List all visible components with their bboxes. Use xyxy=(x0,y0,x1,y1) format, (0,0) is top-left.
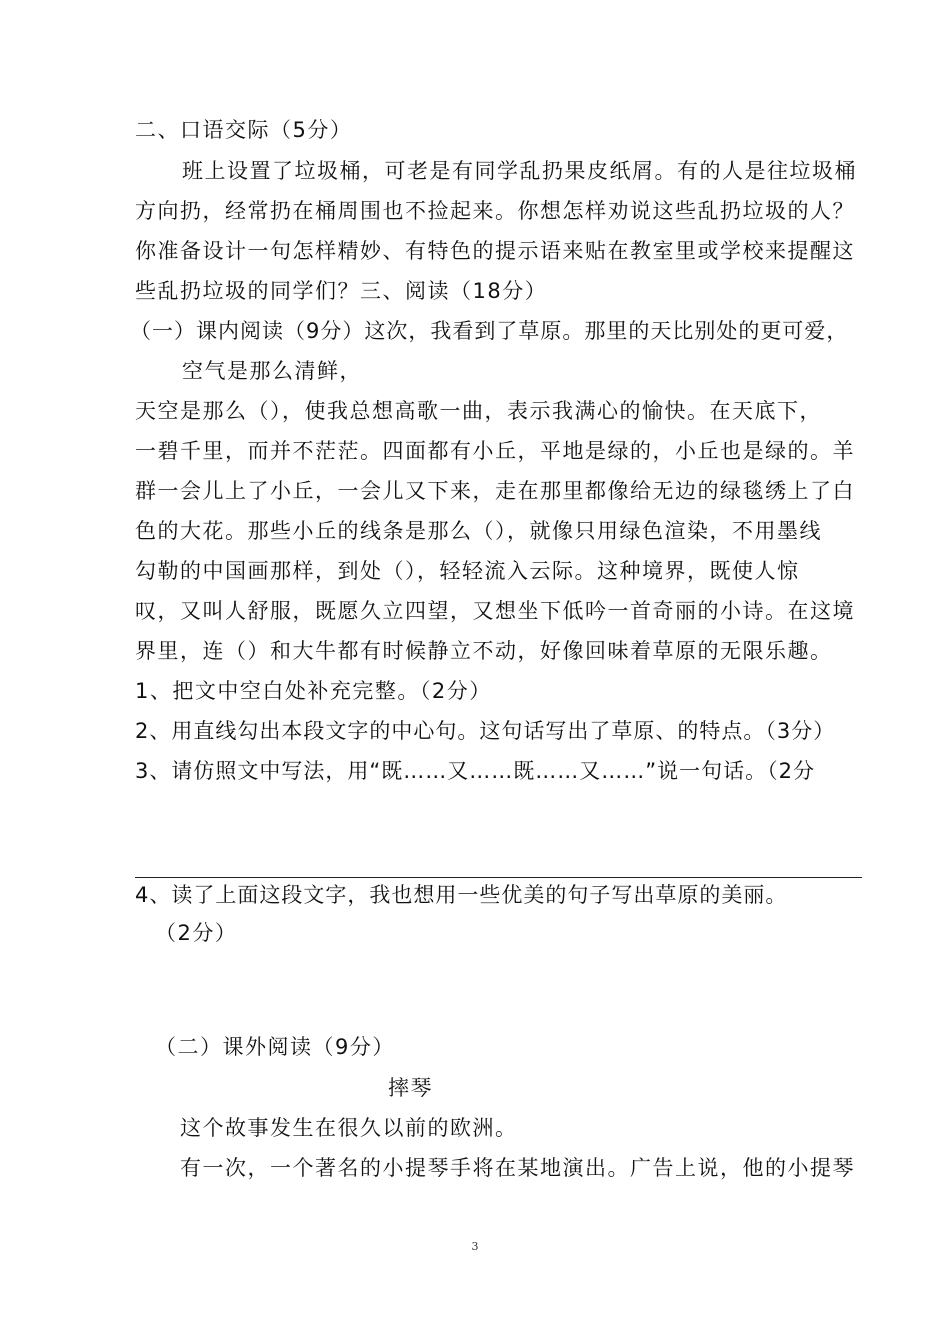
passage-line: 色的大花。那些小丘的线条是那么（），就像只用绿色渲染，不用墨线 xyxy=(135,519,822,543)
question-3: 3、请仿照文中写法，用“既……又……既……又……”说一句话。（2分 xyxy=(135,759,815,783)
story-title: 摔琴 xyxy=(388,1076,433,1100)
paragraph-line: 你准备设计一句怎样精妙、有特色的提示语来贴在教室里或学校来提醒这 xyxy=(135,239,855,263)
passage-line: 勾勒的中国画那样，到处（），轻轻流入云际。这种境界，既使人惊 xyxy=(135,559,800,583)
page-number: 3 xyxy=(471,1240,479,1253)
reading-2-heading: （二）课外阅读（9分） xyxy=(155,1035,395,1059)
section-2-heading: 二、口语交际（5分） xyxy=(135,118,353,142)
passage-line: 天空是那么（），使我总想高歌一曲，表示我满心的愉快。在天底下， xyxy=(135,399,822,423)
story-line: 有一次，一个著名的小提琴手将在某地演出。广告上说，他的小提琴 xyxy=(180,1156,855,1180)
paragraph-line: 班上设置了垃圾桶，可老是有同学乱扔果皮纸屑。有的人是往垃圾桶 xyxy=(182,159,857,183)
passage-line: 界里，连（）和大牛都有时候静立不动，好像回味着草原的无限乐趣。 xyxy=(135,639,833,663)
paragraph-line: 些乱扔垃圾的同学们？三、阅读（18分） xyxy=(135,279,548,303)
question-1: 1、把文中空白处补充完整。（2分） xyxy=(135,679,492,703)
passage-line: 叹，又叫人舒服，既愿久立四望，又想坐下低吟一首奇丽的小诗。在这境 xyxy=(135,599,855,623)
answer-line xyxy=(135,877,862,878)
reading-1-intro: （一）课内阅读（9分）这次，我看到了草原。那里的天比别处的更可爱， xyxy=(130,319,849,343)
story-line: 这个故事发生在很久以前的欧洲。 xyxy=(180,1116,518,1140)
question-4: 4、读了上面这段文字，我也想用一些优美的句子写出草原的美丽。 xyxy=(135,883,788,907)
question-2: 2、用直线勾出本段文字的中心句。这句话写出了草原、的特点。（3分） xyxy=(135,719,836,743)
question-4-score: （2分） xyxy=(155,921,238,945)
passage-line: 群一会儿上了小丘，一会儿又下来，走在那里都像给无边的绿毯绣上了白 xyxy=(135,479,855,503)
passage-line: 一碧千里，而并不茫茫。四面都有小丘，平地是绿的，小丘也是绿的。羊 xyxy=(135,439,855,463)
passage-line: 空气是那么清鲜， xyxy=(182,359,362,383)
paragraph-line: 方向扔，经常扔在桶周围也不捡起来。你想怎样劝说这些乱扔垃圾的人？ xyxy=(135,199,855,223)
